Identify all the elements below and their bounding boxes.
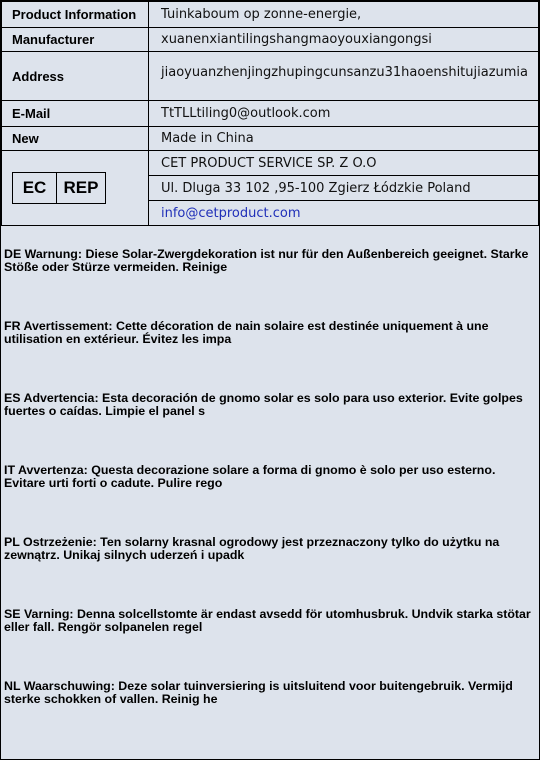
row-email — [2, 101, 539, 127]
address-value: jiaoyuanzhenjingzhupingcunsanzu31haoenshitujiazumia — [149, 52, 539, 101]
row-ec-rep-company — [2, 151, 539, 176]
manufacturer-label: Manufacturer — [2, 28, 149, 52]
ec-rep-badge-ec: EC — [13, 173, 57, 203]
new-value: Made in China — [149, 127, 539, 151]
manufacturer-value: xuanenxiantilingshangmaoyouxiangongsi — [149, 28, 539, 52]
email-label: E-Mail — [2, 101, 149, 127]
ec-rep-email-link[interactable]: info@cetproduct.com — [149, 201, 539, 226]
email-value: TtTLLtiling0@outlook.com — [149, 101, 539, 127]
ec-rep-badge — [12, 172, 106, 204]
row-address — [2, 52, 539, 101]
warning-fr: FR Avertissement: Cette décoration de nain solaire est destinée uniquement à une utilisation en extérieur. Évitez les impa — [4, 319, 489, 346]
product-information-label: Product Information — [2, 2, 149, 28]
row-product-information — [2, 2, 539, 28]
ec-rep-cell — [2, 151, 149, 226]
new-label: New — [2, 127, 149, 151]
warning-es: ES Advertencia: Esta decoración de gnomo solar es solo para uso exterior. Evite golpes fuertes o caídas. Limpie el panel s — [4, 391, 523, 418]
ec-rep-address: Ul. Dluga 33 102 ,95-100 Zgierz Łódzkie Poland — [149, 176, 539, 201]
warning-pl: PL Ostrzeżenie: Ten solarny krasnal ogrodowy jest przeznaczony tylko do użytku na zewnątrz. Unikaj silnych uderzeń i upadk — [4, 535, 500, 562]
row-manufacturer — [2, 28, 539, 52]
product-info-table — [1, 1, 539, 226]
address-label: Address — [2, 52, 149, 101]
ec-rep-badge-rep: REP — [63, 178, 99, 197]
warning-it: IT Avvertenza: Questa decorazione solare a forma di gnomo è solo per uso esterno. Evitare urti forti o cadute. Pulire rego — [4, 463, 496, 490]
row-new — [2, 127, 539, 151]
warning-nl: NL Waarschuwing: Deze solar tuinversiering is uitsluitend voor buitengebruik. Vermijd sterke schokken of vallen. Reinig he — [4, 679, 513, 706]
warning-se: SE Varning: Denna solcellstomte är endast avsedd för utomhusbruk. Undvik starka stötar eller fall. Rengör solpanelen regel — [4, 607, 531, 634]
ec-rep-company: CET PRODUCT SERVICE SP. Z O.O — [149, 151, 539, 176]
product-information-value: Tuinkaboum op zonne-energie, — [149, 2, 539, 28]
warning-de: DE Warnung: Diese Solar-Zwergdekoration ist nur für den Außenbereich geeignet. Starke Stöße oder Stürze vermeiden. Reinige — [4, 247, 529, 274]
